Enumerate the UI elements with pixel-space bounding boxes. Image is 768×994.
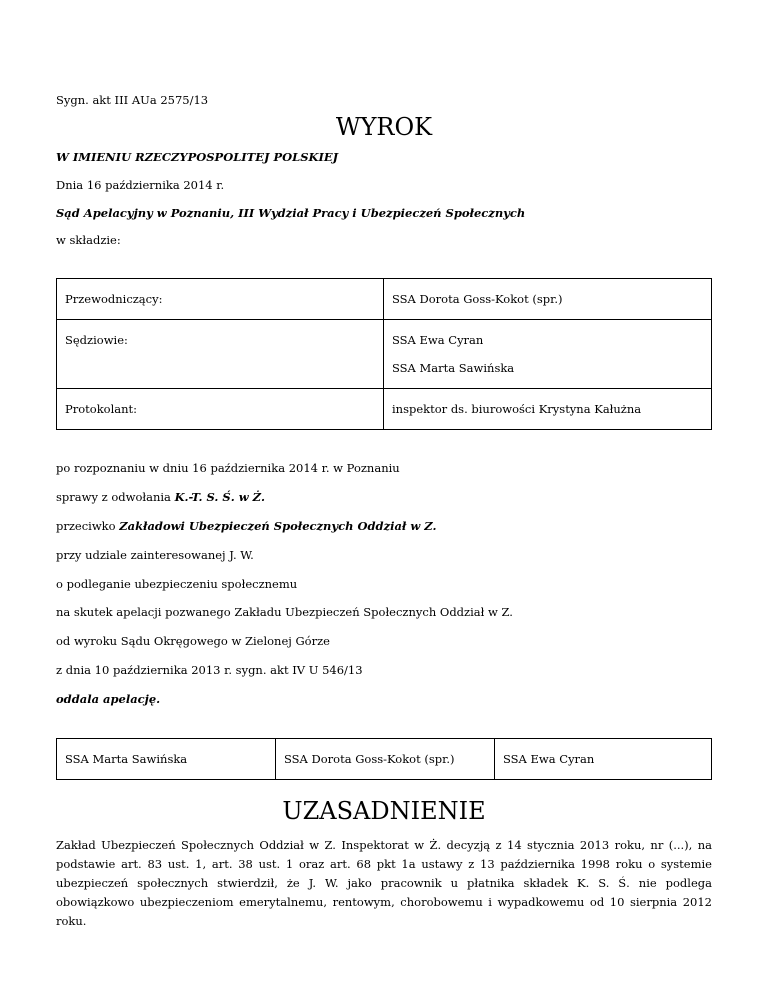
case-signature: Sygn. akt III AUa 2575/13 (56, 93, 209, 107)
case-party: K.-T. S. Ś. w Ż. (174, 490, 266, 504)
panel-name: SSA Ewa Cyran (392, 333, 484, 347)
composition-label: w składzie: (56, 233, 121, 247)
panel-names-cell (384, 279, 712, 320)
signature-cell (276, 739, 495, 780)
panel-role-cell (57, 389, 384, 430)
panel-name: inspektor ds. biurowości Krystyna Kałużna (392, 402, 642, 416)
case-line (56, 490, 265, 504)
signature-name: SSA Ewa Cyran (503, 752, 595, 766)
justification-paragraph: Zakład Ubezpieczeń Społecznych Oddział w Z. Inspektorat w Ż. decyzją z 14 stycznia 2013 roku, nr (...), na podstawie art. 83 ust. 1, art. 38 ust. 1 oraz art. 68 pkt 1a ustawy z 13 października 1998 roku o systemie ubezpieczeń społecznych stwierdził, że J. W. jako pracownik u płatnika składek K. S. Ś. nie podlega obowiązkowo ubezpieczeniom emerytalnemu, rentowym, chorobowemu i wypadkowemu od 10 sierpnia 2012 roku. (56, 838, 712, 928)
case-prefix: sprawy z odwołania (56, 490, 175, 504)
judgment-date-line: z dnia 10 października 2013 r. sygn. akt IV U 546/13 (56, 663, 363, 677)
signature-cell (495, 739, 712, 780)
panel-name: SSA Dorota Goss-Kokot (spr.) (392, 292, 563, 306)
panel-role: Protokolant: (65, 402, 138, 416)
signature-name: SSA Dorota Goss-Kokot (spr.) (284, 752, 455, 766)
from-judgment-line: od wyroku Sądu Okręgowego w Zielonej Górze (56, 634, 330, 648)
panel-names-cell (384, 320, 712, 389)
verdict-title: WYROK (335, 113, 433, 141)
against-party: Zakładowi Ubezpieczeń Społecznych Oddział w Z. (119, 519, 437, 533)
panel-row-judges (57, 320, 712, 389)
signature-name: SSA Marta Sawińska (65, 752, 188, 766)
verdict-line: oddala apelację. (56, 692, 161, 706)
interested-party-line: przy udziale zainteresowanej J. W. (56, 548, 254, 562)
panel-role-cell (57, 320, 384, 389)
in-the-name-line: W IMIENIU RZECZYPOSPOLITEJ POLSKIEJ (56, 150, 339, 164)
against-prefix: przeciwko (56, 519, 120, 533)
panel-role-cell (57, 279, 384, 320)
panel-role: Przewodniczący: (65, 292, 163, 306)
panel-row-presiding (57, 279, 712, 320)
justification-title: UZASADNIENIE (282, 797, 486, 825)
signatures-table (56, 738, 712, 780)
appeal-line: na skutek apelacji pozwanego Zakładu Ubezpieczeń Społecznych Oddział w Z. (56, 605, 513, 619)
panel-row-clerk (57, 389, 712, 430)
signature-cell (57, 739, 276, 780)
panel-names-cell (384, 389, 712, 430)
date-line: Dnia 16 października 2014 r. (56, 178, 225, 192)
against-line (56, 519, 436, 533)
panel-name: SSA Marta Sawińska (392, 361, 515, 375)
signatures-row (57, 739, 712, 780)
court-name: Sąd Apelacyjny w Poznaniu, III Wydział Pracy i Ubezpieczeń Społecznych (56, 206, 526, 220)
subject-line: o podleganie ubezpieczeniu społecznemu (56, 577, 298, 591)
panel-role: Sędziowie: (65, 333, 128, 347)
hearing-line: po rozpoznaniu w dniu 16 października 2014 r. w Poznaniu (56, 461, 400, 475)
panel-table (56, 278, 712, 430)
